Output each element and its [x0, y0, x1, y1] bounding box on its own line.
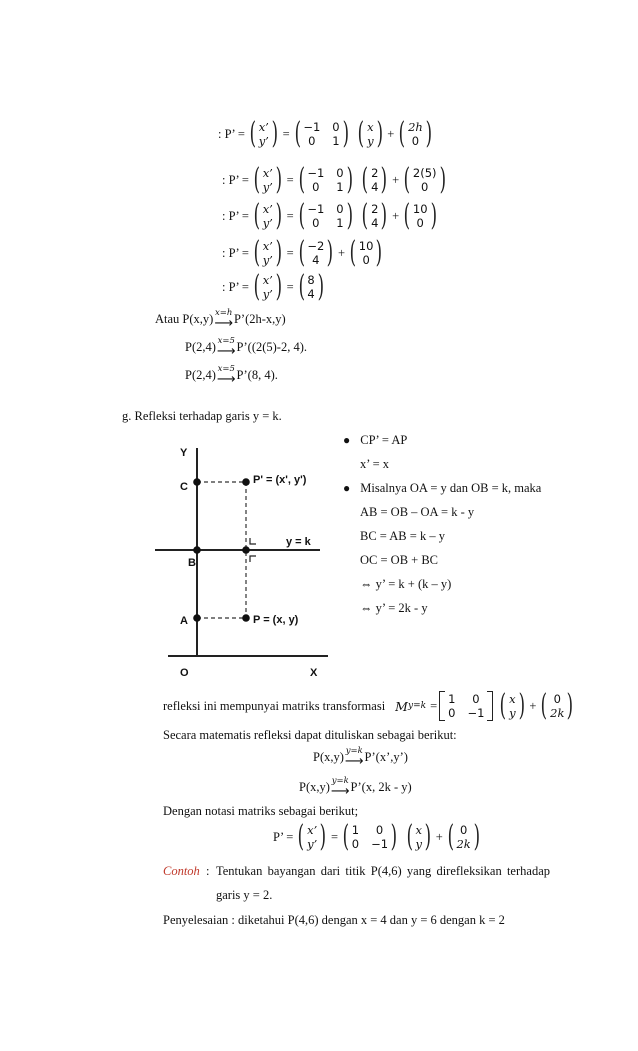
- plus-sign: +: [387, 126, 395, 141]
- right-arrow-icon: y=k ⟶: [344, 746, 364, 769]
- mapping-line-1: [313, 743, 408, 771]
- right-arrow-icon: x=h ⟶: [214, 308, 233, 331]
- right-arrow-icon: y=k ⟶: [330, 776, 350, 799]
- atau-mapping: [155, 306, 286, 332]
- reflection-diagram: [150, 438, 340, 688]
- x-axis-label: X: [310, 667, 318, 679]
- label-y-equals-k: y = k: [286, 536, 311, 548]
- right-arrow-icon: x=5 ⟶: [216, 364, 236, 387]
- step-mapping-2: [185, 362, 278, 388]
- vector-xy: ( x y ): [357, 116, 383, 151]
- equals-sign: =: [282, 126, 290, 141]
- vector-10-0: ( 10 0 ): [403, 198, 437, 233]
- vector-10-0: ( 10 0 ): [349, 235, 383, 270]
- vector-2-4: ( 2 4 ): [361, 198, 388, 233]
- mapping-start: P(2,4): [185, 367, 216, 382]
- calc-line-5: [222, 270, 328, 304]
- reflection-matrix-bracket: 1 0 0 −1: [439, 691, 493, 721]
- calc-prefix: : P’ =: [218, 126, 245, 141]
- vector-xy: ( x y ): [406, 819, 432, 854]
- calc-prefix: : P’ =: [222, 172, 249, 187]
- right-angle-mark-top: [250, 538, 256, 544]
- vector-8-4: ( 8 4 ): [298, 269, 324, 304]
- vector-xy: ( x y ): [500, 688, 525, 723]
- vector-0-2k: ( 0 2k ): [541, 688, 574, 723]
- mapping-end: P’(2h-x,y): [233, 311, 286, 326]
- contoh-label: Contoh: [163, 864, 200, 878]
- right-arrow-icon: x=5 ⟶: [216, 336, 236, 359]
- step-mapping-1: [185, 334, 307, 360]
- calc-prefix: : P’ =: [222, 279, 249, 294]
- plus-sign: +: [529, 698, 537, 713]
- contoh-text-line-2: garis y = 2.: [216, 888, 273, 902]
- vector-2-4: ( 2 4 ): [361, 162, 388, 197]
- right-line-8: ⇔ y’ = 2k - y: [360, 601, 428, 615]
- point-b: [193, 546, 201, 554]
- reflection-matrix: ( −1 0 0 1 ): [294, 116, 349, 151]
- equals-sign: =: [286, 208, 294, 223]
- right-line-5: BC = AB = k – y: [360, 529, 445, 543]
- label-p-prime: P' = (x', y'): [253, 474, 307, 486]
- point-intersection: [242, 546, 250, 554]
- mapping-start: Atau P(x,y): [155, 311, 214, 326]
- mapping-line-2: [299, 773, 412, 801]
- point-a: [193, 614, 201, 622]
- mapping-start: P(x,y): [313, 749, 344, 764]
- final-equation: [273, 820, 484, 854]
- label-a: A: [180, 615, 188, 627]
- mapping-end: P’(x’,y’): [364, 749, 408, 764]
- calc-prefix: P’ =: [273, 829, 294, 844]
- right-line-4: AB = OB – OA = k - y: [360, 505, 475, 519]
- right-line-6: OC = OB + BC: [360, 553, 439, 567]
- reflection-matrix-line: [163, 689, 578, 723]
- point-p-prime: [242, 478, 250, 486]
- calc-line-3: [222, 199, 441, 233]
- label-b: B: [188, 557, 196, 569]
- label-c: C: [180, 481, 188, 493]
- mapping-end: P’(8, 4).: [236, 367, 278, 382]
- equals-sign: =: [286, 245, 294, 260]
- vector-2h: ( 2h 0 ): [398, 116, 432, 151]
- equals-sign: =: [286, 279, 294, 294]
- vector-xy-prime: ( x’ y’ ): [253, 198, 282, 233]
- vector-0-2k: ( 0 2k ): [447, 819, 480, 854]
- vector-xy-prime: ( x’ y’ ): [253, 235, 282, 270]
- vector-xy-prime: ( x’ y’ ): [253, 269, 282, 304]
- vector-2-5: ( 2(5) 0 ): [403, 162, 446, 197]
- contoh-text-line-1: Tentukan bayangan dari titik P(4,6) yang direfleksikan terhadap: [216, 864, 550, 878]
- matrix-subscript: y=k: [407, 701, 427, 711]
- equals-sign: =: [286, 172, 294, 187]
- vector-xy-prime: ( x’ y’ ): [249, 116, 278, 151]
- right-line-7: ⇔ y’ = k + (k – y): [360, 577, 452, 591]
- mapping-start: P(x,y): [299, 779, 330, 794]
- mapping-start: P(2,4): [185, 339, 216, 354]
- point-p: [242, 614, 250, 622]
- label-p: P = (x, y): [253, 614, 299, 626]
- vector-neg2-4: ( −2 4 ): [298, 235, 334, 270]
- reflection-matrix: ( −1 0 0 1 ): [298, 198, 353, 233]
- penyelesaian-text: Penyelesaian : diketahui P(4,6) dengan x = 4 dan y = 6 dengan k = 2: [163, 913, 505, 927]
- matrix-intro-text: refleksi ini mempunyai matriks transformasi: [163, 698, 386, 713]
- bullet-icon: ●: [343, 433, 351, 447]
- vector-xy-prime: ( x’ y’ ): [253, 162, 282, 197]
- vector-xy-prime: ( x’ y’ ): [298, 819, 327, 854]
- reflection-matrix: ( 1 0 0 −1 ): [342, 819, 398, 854]
- y-axis-label: Y: [180, 447, 188, 459]
- right-line-3: ● Misalnya OA = y dan OB = k, maka: [343, 481, 542, 495]
- plus-sign: +: [392, 172, 400, 187]
- bullet-icon: ●: [343, 481, 351, 495]
- calc-prefix: : P’ =: [222, 245, 249, 260]
- mapping-end: P’((2(5)-2, 4).: [236, 339, 308, 354]
- calc-line-1: [218, 117, 437, 151]
- origin-label: O: [180, 667, 189, 679]
- right-line-2: x’ = x: [360, 457, 390, 471]
- mapping-end: P’(x, 2k - y): [350, 779, 412, 794]
- dengan-text: Dengan notasi matriks sebagai berikut;: [163, 804, 359, 818]
- section-g-heading: g. Refleksi terhadap garis y = k.: [122, 409, 282, 423]
- equals-sign: =: [430, 698, 438, 713]
- plus-sign: +: [338, 245, 346, 260]
- right-angle-mark-bottom: [250, 556, 256, 562]
- point-c: [193, 478, 201, 486]
- calc-line-2: [222, 163, 450, 197]
- plus-sign: +: [435, 829, 443, 844]
- equals-sign: =: [330, 829, 339, 844]
- reflection-matrix: ( −1 0 0 1 ): [298, 162, 353, 197]
- matrix-symbol: M: [395, 698, 408, 714]
- calc-prefix: : P’ =: [222, 208, 249, 223]
- secara-text: Secara matematis refleksi dapat dituliskan sebagai berikut:: [163, 728, 457, 742]
- plus-sign: +: [392, 208, 400, 223]
- right-line-1: ● CP’ = AP: [343, 433, 408, 447]
- contoh-colon: :: [206, 864, 210, 878]
- calc-line-4: [222, 236, 387, 270]
